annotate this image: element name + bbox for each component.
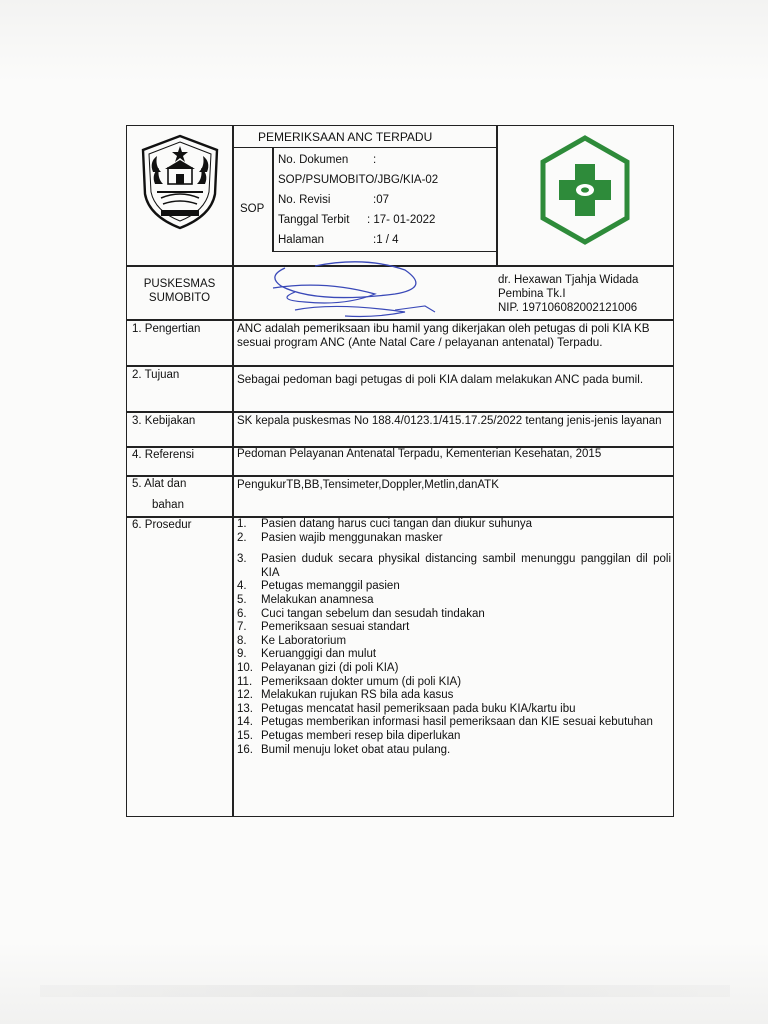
prosedur-step: 16. Bumil menuju loket obat atau pulang. — [237, 743, 451, 756]
kebijakan-label: 3. Kebijakan — [132, 415, 196, 427]
kebijakan-text: SK kepala puskesmas No 188.4/0123.1/415.17.25/2022 tentang jenis-jenis layanan — [237, 415, 662, 427]
signatory-rank: Pembina Tk.I — [498, 288, 566, 300]
scan-edge-strip — [40, 985, 730, 997]
prosedur-step: 11. Pemeriksaan dokter umum (di poli KIA) — [237, 675, 462, 688]
signatory-nip: NIP. 197106082002121006 — [498, 302, 638, 314]
referensi-text: Pedoman Pelayanan Antenatal Terpadu, Kementerian Kesehatan, 2015 — [237, 448, 602, 460]
prosedur-step: 14. Petugas memberikan informasi hasil pemeriksaan dan KIE sesuai kebutuhan — [237, 716, 653, 729]
row-divider-2 — [127, 411, 673, 413]
title-underline — [232, 147, 496, 148]
halaman-value: :1 / 4 — [373, 234, 399, 246]
tujuan-text: Sebagai pedoman bagi petugas di poli KIA dalam melakukan ANC pada bumil. — [237, 373, 644, 386]
alat-text: PengukurTB,BB,Tensimeter,Doppler,Metlin,danATK — [237, 479, 499, 491]
prosedur-step: 6. Cuci tangan sebelum dan sesudah tindakan — [237, 607, 485, 620]
prosedur-step: 4. Petugas memanggil pasien — [237, 580, 400, 593]
prosedur-step: 1. Pasien datang harus cuci tangan dan diukur suhunya — [237, 518, 533, 530]
prosedur-step: 5. Melakukan anamnesa — [237, 593, 374, 606]
no-dokumen-colon: : — [373, 154, 377, 166]
prosedur-step: 9. Keruanggigi dan mulut — [237, 648, 377, 661]
column-divider — [232, 126, 234, 816]
row-divider-4 — [127, 475, 673, 477]
row-divider-1 — [127, 365, 673, 367]
pengertian-text: ANC adalah pemeriksaan ibu hamil yang dikerjakan oleh petugas di poli KIA KB sesuai program ANC (Ante Natal Care / pelayanan antenatal) Terpadu. — [237, 322, 650, 349]
sop-label: SOP — [240, 203, 265, 215]
prosedur-step: 12. Melakukan rujukan RS bila ada kasus — [237, 689, 454, 702]
no-dokumen-label: No. Dokumen — [278, 154, 349, 166]
institution-name-line1: PUSKESMAS — [143, 278, 216, 290]
puskesmas-logo-icon — [537, 134, 633, 246]
institution-name-line2: SUMOBITO — [148, 292, 211, 304]
no-revisi-value: :07 — [373, 194, 389, 206]
tujuan-label: 2. Tujuan — [132, 369, 180, 381]
header-right-divider — [496, 126, 498, 265]
prosedur-step: 13. Petugas mencatat hasil pemeriksaan pada buku KIA/kartu ibu — [237, 702, 576, 715]
prosedur-step: 7. Pemeriksaan sesuai standart — [237, 621, 410, 634]
prosedur-label: 6. Prosedur — [132, 519, 192, 531]
prosedur-step: 2. Pasien wajib menggunakan masker — [237, 531, 443, 544]
alat-label-line1: 5. Alat dan — [132, 478, 187, 490]
signature-image — [255, 254, 455, 322]
alat-label-line2: bahan — [152, 499, 184, 511]
tanggal-terbit-label: Tanggal Terbit — [278, 214, 350, 226]
regency-emblem-icon — [135, 132, 225, 232]
sop-label-divider — [272, 148, 274, 252]
prosedur-step: 8. Ke Laboratorium — [237, 634, 347, 647]
prosedur-steps — [237, 518, 671, 757]
halaman-label: Halaman — [278, 234, 325, 246]
no-dokumen-value: SOP/PSUMOBITO/JBG/KIA-02 — [278, 174, 439, 186]
prosedur-step: 15. Petugas memberi resep bila diperlukan — [237, 729, 461, 742]
pengertian-label: 1. Pengertian — [132, 323, 201, 335]
referensi-label: 4. Referensi — [132, 449, 195, 461]
tanggal-terbit-value: : 17- 01-2022 — [367, 214, 436, 226]
signatory-name: dr. Hexawan Tjahja Widada — [498, 274, 639, 286]
prosedur-step: 3. Pasien duduk secara physikal distancing sambil menunggu panggilan dil poli KIA — [237, 553, 671, 579]
meta-bottom-line — [272, 251, 496, 252]
prosedur-step: 10. Pelayanan gizi (di poli KIA) — [237, 661, 399, 674]
no-revisi-label: No. Revisi — [278, 194, 331, 206]
sop-document — [126, 125, 674, 817]
document-title: PEMERIKSAAN ANC TERPADU — [258, 130, 433, 144]
